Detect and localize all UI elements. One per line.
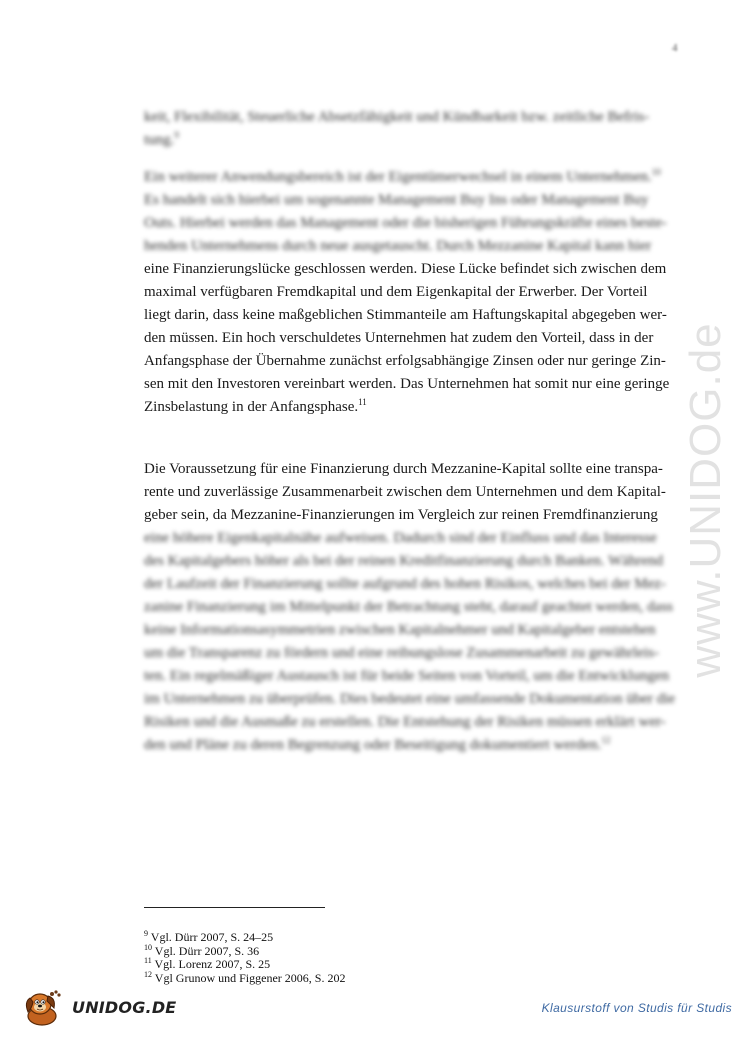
footnote-text: Vgl Grunow und Figgener 2006, S. 202 [154, 970, 346, 985]
text-line: Die Voraussetzung für eine Finanzierung durch Mezzanine-Kapital sollte eine transpa- [144, 461, 663, 477]
text-line: zanine Finanzierung im Mittelpunkt der Betrachtung steht, darauf geachtet werden, dass [144, 599, 673, 615]
footnotes [144, 931, 564, 985]
text-line: maximal verfügbaren Fremdkapital und dem Eigenkapital der Erwerber. Der Vorteil [144, 284, 648, 300]
text-line: henden Unternehmens durch neue ausgetauscht. Durch Mezzanine Kapital kann hier [144, 238, 652, 254]
paragraph-3 [144, 458, 680, 757]
footer-tagline: Klausurstoff von Studis für Studis [541, 1001, 732, 1015]
text-line: um die Transparenz zu fördern und eine reibungslose Zusammenarbeit zu gewährleis- [144, 645, 659, 661]
text-line: ten. Ein regelmäßiger Austausch ist für beide Seiten von Vorteil, um die Entwicklungen [144, 668, 670, 684]
text-fragment: Zinsbelastung in der Anfangsphase. [144, 399, 359, 415]
text-line: geber sein, da Mezzanine-Finanzierungen im Vergleich zur reinen Fremdfinanzierung [144, 507, 658, 523]
paragraph-2 [144, 166, 680, 419]
text-line [144, 396, 680, 419]
footnote-item [144, 942, 564, 959]
footnote-number: 12 [144, 969, 152, 979]
unidog-logo [20, 988, 177, 1028]
footnote-ref: 11 [358, 397, 367, 407]
text-line: eine höhere Eigenkapitalnähe aufweisen. Dadurch sind der Einfluss und das Interesse [144, 530, 657, 546]
footnote-text: Vgl. Lorenz 2007, S. 25 [154, 957, 271, 971]
text-line: Anfangsphase der Übernahme zunächst erfolgsabhängige Zinsen oder nur geringe Zin- [144, 353, 666, 369]
text-line: Outs. Hierbei werden das Management oder die bisherigen Führungskräfte eines beste- [144, 215, 667, 231]
logo-text: UNIDOG.DE [72, 998, 177, 1017]
footnote-number: 10 [144, 942, 152, 952]
text-fragment: Ein weiterer Anwendungsbereich ist der Eigentümerwechsel in einem Unternehmen. [144, 169, 652, 185]
text-line: keine Informationsasymmetrien zwischen Kapitalnehmer und Kapitalgeber entstehen [144, 622, 656, 638]
text-line: liegt darin, dass keine maßgeblichen Stimmanteile am Haftungskapital abgegeben wer- [144, 307, 667, 323]
text-line [144, 734, 680, 757]
footnote-item [144, 931, 564, 945]
text-line: sen mit den Investoren vereinbart werden. Das Unternehmen hat somit nur eine geringe [144, 376, 670, 392]
footnote-ref: 9 [174, 130, 179, 140]
footnote-ref: 10 [651, 167, 661, 177]
footnote-text: Vgl. Dürr 2007, S. 36 [154, 943, 260, 958]
watermark-text: www.UNIDOG.de [681, 322, 730, 678]
clear-text-block [144, 258, 680, 419]
text-line [144, 129, 680, 152]
blurred-text-block [144, 166, 680, 258]
text-fragment: tung. [144, 132, 175, 148]
text-fragment: den und Pläne zu deren Begrenzung oder Beseitigung dokumentiert werden. [144, 737, 602, 753]
clear-text-block [144, 458, 680, 527]
footnote-item [144, 958, 564, 972]
text-line: Risiken und die Ausmaße zu erstellen. Die Entstehung der Risiken müssen erklärt wer- [144, 714, 666, 730]
text-line: der Laufzeit der Finanzierung sollte aufgrund des hohen Risikos, welches bei der Mez- [144, 576, 666, 592]
text-line: Es handelt sich hierbei um sogenannte Management Buy Ins oder Management Buy [144, 192, 649, 208]
dog-mascot-icon [20, 988, 64, 1028]
blurred-text-block [144, 527, 680, 757]
footnote-item [144, 969, 564, 986]
footnote-ref: 12 [601, 735, 611, 745]
text-line: des Kapitalgebers höher als bei der reinen Kreditfinanzierung durch Banken. Während [144, 553, 664, 569]
footnote-number: 11 [144, 956, 152, 965]
text-line: rente und zuverlässige Zusammenarbeit zwischen dem Unternehmen und dem Kapital- [144, 484, 666, 500]
footnote-text: Vgl. Dürr 2007, S. 24–25 [150, 930, 274, 944]
footnote-number: 9 [144, 929, 148, 938]
text-line: im Unternehmen zu überprüfen. Dies bedeutet eine umfassende Dokumentation über die [144, 691, 676, 707]
blurred-text-block [144, 106, 680, 152]
text-line [144, 166, 680, 189]
text-line: keit, Flexibilität, Steuerliche Absetzfähigkeit und Kündbarkeit bzw. zeitliche Befris- [144, 109, 650, 125]
text-line: den müssen. Ein hoch verschuldetes Unternehmen hat zudem den Vorteil, dass in der [144, 330, 654, 346]
paragraph-1 [144, 106, 680, 152]
watermark [676, 260, 736, 740]
text-line: eine Finanzierungslücke geschlossen werden. Diese Lücke befindet sich zwischen dem [144, 261, 667, 277]
page-number: 4 [672, 42, 678, 54]
footnote-divider [144, 907, 325, 908]
